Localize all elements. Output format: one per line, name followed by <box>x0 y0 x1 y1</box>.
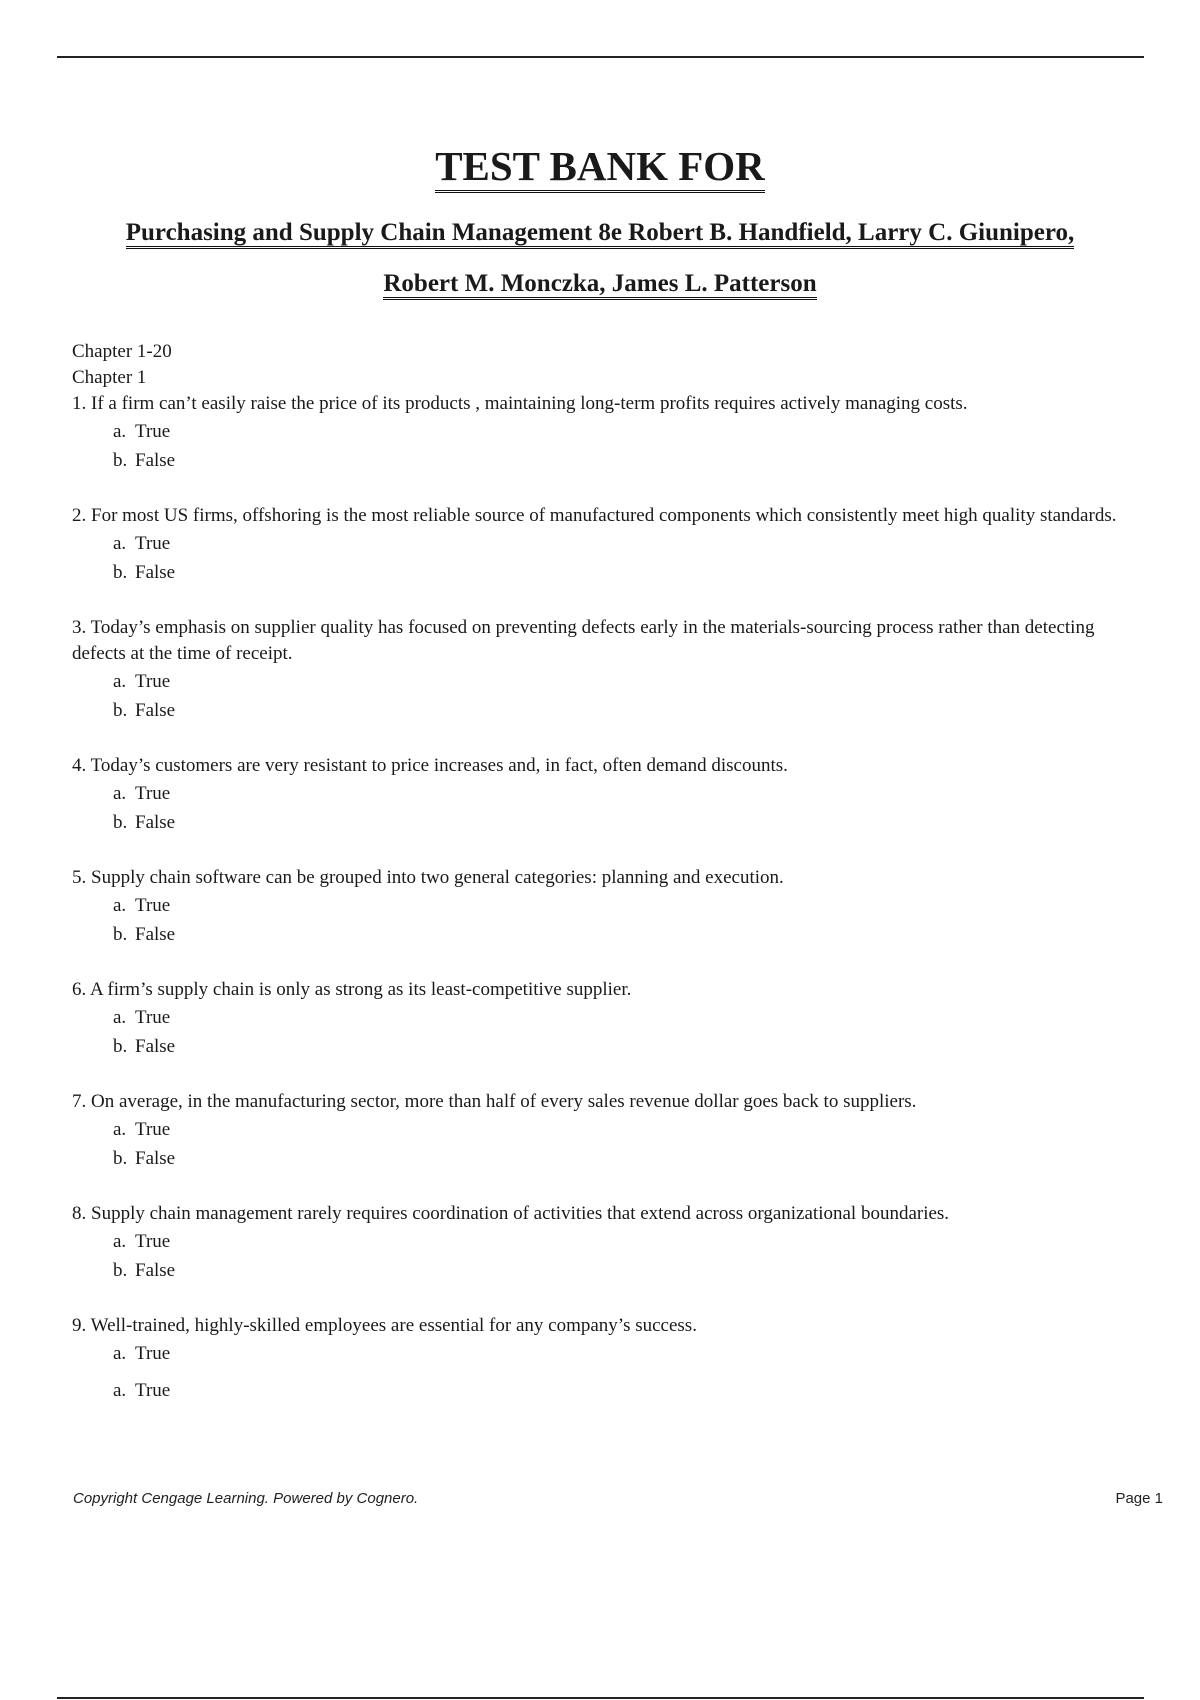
bottom-rule <box>57 1697 1144 1699</box>
subtitle-line-1-text: Purchasing and Supply Chain Management 8e Robert B. Handfield, Larry C. Giunipero, <box>126 219 1075 249</box>
answer-option <box>72 417 1152 446</box>
question-text: 3. Today’s emphasis on supplier quality has focused on preventing defects early in the materials-sourcing process rather than detecting defects at the time of receipt. <box>72 617 1095 664</box>
question-content <box>72 339 1152 1433</box>
option-letter: b. <box>113 812 128 833</box>
option-letter: a. <box>113 783 127 804</box>
option-label: True <box>135 421 171 442</box>
answer-option <box>72 1339 1152 1368</box>
document-subtitle-line-1 <box>0 218 1200 248</box>
question-7 <box>72 1089 1152 1173</box>
option-letter: a. <box>113 1380 127 1401</box>
option-label: False <box>135 1260 176 1281</box>
copyright-notice: Copyright Cengage Learning. Powered by Cognero. <box>73 1490 419 1507</box>
title-block <box>0 142 1200 193</box>
answer-option <box>72 1376 1152 1405</box>
page-number: Page 1 <box>1115 1490 1163 1507</box>
option-letter: a. <box>113 1007 127 1028</box>
question-3 <box>72 615 1152 725</box>
option-label: True <box>135 895 171 916</box>
answer-option <box>72 558 1152 587</box>
answer-option <box>72 808 1152 837</box>
question-text: 5. Supply chain software can be grouped into two general categories: planning and execution. <box>72 867 784 888</box>
answer-option <box>72 696 1152 725</box>
option-label: True <box>135 1231 171 1252</box>
question-text: 9. Well-trained, highly-skilled employees are essential for any company’s success. <box>72 1315 697 1336</box>
option-letter: b. <box>113 450 128 471</box>
option-letter: a. <box>113 1343 127 1364</box>
question-8 <box>72 1201 1152 1285</box>
answer-option <box>72 891 1152 920</box>
question-text: 1. If a firm can’t easily raise the price of its products , maintaining long-term profits requires actively managing costs. <box>72 393 968 414</box>
option-letter: a. <box>113 1119 127 1140</box>
answer-option <box>72 529 1152 558</box>
answer-option <box>72 1115 1152 1144</box>
answer-option <box>72 446 1152 475</box>
question-6 <box>72 977 1152 1061</box>
question-4 <box>72 753 1152 837</box>
option-label: True <box>135 671 171 692</box>
answer-option <box>72 1256 1152 1285</box>
option-letter: a. <box>113 895 127 916</box>
question-text: 2. For most US firms, offshoring is the most reliable source of manufactured components which consistently meet high quality standards. <box>72 505 1117 526</box>
option-label: True <box>135 1007 171 1028</box>
option-label: False <box>135 924 176 945</box>
subtitle-line-2-text: Robert M. Monczka, James L. Patterson <box>383 270 816 300</box>
option-letter: b. <box>113 562 128 583</box>
question-5 <box>72 865 1152 949</box>
option-label: False <box>135 812 176 833</box>
option-letter: a. <box>113 533 127 554</box>
document-title: TEST BANK FOR <box>435 142 765 193</box>
question-1 <box>72 391 1152 475</box>
question-text: 7. On average, in the manufacturing sector, more than half of every sales revenue dollar goes back to suppliers. <box>72 1091 917 1112</box>
option-label: True <box>135 1119 171 1140</box>
option-letter: b. <box>113 700 128 721</box>
answer-option <box>72 1032 1152 1061</box>
answer-option <box>72 920 1152 949</box>
option-label: False <box>135 700 176 721</box>
option-label: False <box>135 562 176 583</box>
answer-option <box>72 779 1152 808</box>
option-label: True <box>135 1343 171 1364</box>
question-text: 6. A firm’s supply chain is only as strong as its least-competitive supplier. <box>72 979 632 1000</box>
answer-option <box>72 1227 1152 1256</box>
option-letter: a. <box>113 421 127 442</box>
option-label: True <box>135 533 171 554</box>
answer-option <box>72 1003 1152 1032</box>
option-letter: b. <box>113 924 128 945</box>
option-label: True <box>135 1380 171 1401</box>
question-text: 8. Supply chain management rarely requires coordination of activities that extend across organizational boundaries. <box>72 1203 950 1224</box>
option-letter: a. <box>113 671 127 692</box>
chapter-heading: Chapter 1 <box>72 367 147 388</box>
document-subtitle-line-2 <box>0 269 1200 299</box>
question-2 <box>72 503 1152 587</box>
option-letter: a. <box>113 1231 127 1252</box>
option-letter: b. <box>113 1260 128 1281</box>
option-letter: b. <box>113 1148 128 1169</box>
chapter-range: Chapter 1-20 <box>72 341 172 362</box>
question-9 <box>72 1313 1152 1405</box>
option-label: False <box>135 1036 176 1057</box>
answer-option <box>72 1144 1152 1173</box>
question-text: 4. Today’s customers are very resistant to price increases and, in fact, often demand discounts. <box>72 755 788 776</box>
option-label: True <box>135 783 171 804</box>
option-label: False <box>135 1148 176 1169</box>
option-letter: b. <box>113 1036 128 1057</box>
option-label: False <box>135 450 176 471</box>
top-rule <box>57 56 1144 58</box>
answer-option <box>72 667 1152 696</box>
